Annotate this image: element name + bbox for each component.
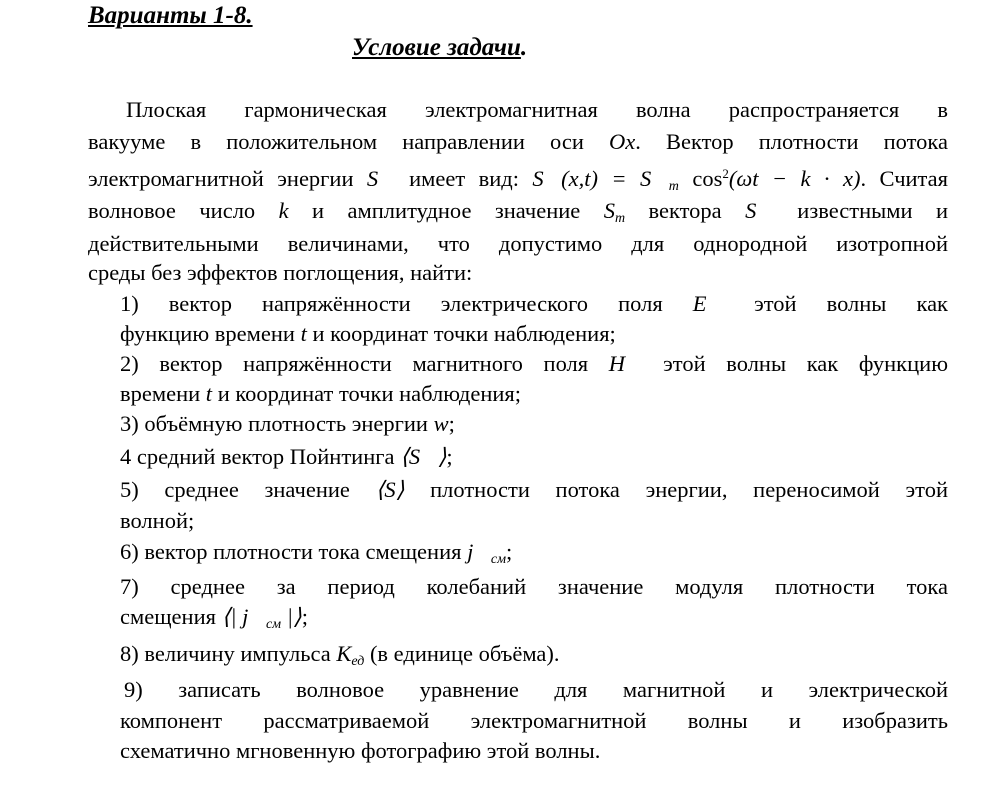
math-symbol: ⟨S⟩ (375, 477, 405, 502)
text-segment: ; (506, 539, 513, 564)
text-line (88, 259, 472, 287)
text-segment: волной; (120, 508, 195, 533)
math-symbol: j⃗ (467, 539, 491, 564)
math-symbol: |⟩ (281, 604, 302, 629)
text-line (126, 96, 948, 124)
math-symbol: H⃗ (608, 351, 643, 376)
text-line (120, 410, 455, 438)
math-symbol: Ox (608, 129, 636, 154)
math-symbol: см (490, 552, 507, 567)
text-segment: 4 средний вектор Пойнтинга (120, 444, 401, 469)
text-line (124, 676, 948, 704)
text-segment: 6) вектор плотности тока смещения (120, 539, 468, 564)
text-line (120, 320, 616, 348)
text-segment: схематично мгновенную фотографию этой волны. (120, 738, 601, 763)
text-line (120, 640, 560, 676)
text-segment: волновое число (88, 198, 279, 223)
math-symbol: 2 (722, 166, 729, 181)
text-segment: времени (120, 381, 206, 406)
text-segment: ; (301, 604, 308, 629)
text-segment: Плоская гармоническая электромагнитная волна распространяется в (126, 97, 948, 122)
text-segment: этой волны как функцию (642, 351, 948, 376)
problem-statement-title: Условие задачи (352, 34, 521, 61)
text-segment: . Считая (860, 166, 948, 191)
text-segment: вектора (625, 198, 746, 223)
text-segment: электромагнитной энергии (88, 166, 367, 191)
math-symbol: ⟨S⃗⟩ (400, 444, 447, 469)
math-symbol: E⃗ (692, 291, 724, 316)
text-line (88, 128, 948, 156)
text-segment: cos (678, 166, 723, 191)
text-segment: имеет вид: (395, 166, 533, 191)
text-segment: 2) вектор напряжённости магнитного поля (120, 351, 609, 376)
text-segment: 9) записать волновое уравнение для магнитной и электрической (124, 677, 948, 702)
math-symbol: S (603, 198, 615, 223)
text-segment: (в единице объёма). (364, 641, 560, 666)
math-symbol: t (205, 381, 213, 406)
text-line (88, 197, 948, 233)
text-line (120, 290, 948, 318)
text-segment: компонент рассматриваемой электромагнитной волны и изобразить (120, 708, 948, 733)
text-segment: плотности потока энергии, переносимой этой (404, 477, 948, 502)
text-segment: среды без эффектов поглощения, найти: (88, 260, 473, 285)
problem-statement-heading (352, 34, 527, 62)
text-segment: и координат точки наблюдения; (306, 321, 616, 346)
text-segment: 7) среднее за период колебаний значение модуля плотности тока (120, 574, 948, 599)
text-line (88, 160, 948, 201)
math-symbol: S⃗ (745, 198, 774, 223)
text-segment: действительными величинами, что допустимо для однородной изотропной (88, 231, 948, 256)
text-line (120, 707, 948, 735)
math-symbol: (ωt − k · x) (728, 166, 861, 191)
math-symbol: S⃗ (366, 166, 396, 191)
text-segment: функцию времени (120, 321, 301, 346)
text-line (120, 476, 948, 504)
math-symbol: m (614, 211, 626, 226)
text-segment: 3) объёмную плотность энергии (120, 411, 434, 436)
math-symbol: S⃗(x,t) = S⃗ (532, 166, 669, 191)
math-symbol: K (336, 641, 352, 666)
math-symbol: k (278, 198, 289, 223)
text-line (120, 603, 308, 639)
text-line (120, 350, 948, 378)
text-segment: . Вектор плотности потока (635, 129, 948, 154)
variants-heading: Варианты 1-8. (88, 2, 253, 29)
text-segment: 8) величину импульса (120, 641, 337, 666)
text-segment: вакууме в положительном направлении оси (88, 129, 609, 154)
math-symbol: t (300, 321, 307, 346)
math-symbol: см (265, 617, 282, 632)
text-line (120, 573, 948, 601)
title-period: . (520, 34, 528, 61)
text-segment: и амплитудное значение (288, 198, 604, 223)
text-segment: ; (448, 411, 455, 436)
math-symbol: m (668, 179, 679, 194)
text-line (120, 737, 600, 765)
text-line (120, 443, 453, 471)
math-symbol: ⟨| j⃗ (221, 604, 266, 629)
text-segment: смещения (120, 604, 222, 629)
text-line (120, 380, 521, 408)
text-line (120, 538, 512, 574)
text-segment: и координат точки наблюдения; (212, 381, 522, 406)
text-segment: этой волны как (724, 291, 948, 316)
text-line (120, 507, 194, 535)
text-segment: ; (446, 444, 453, 469)
text-segment: известными и (773, 198, 948, 223)
text-segment: 5) среднее значение (120, 477, 376, 502)
math-symbol: w (433, 411, 449, 436)
text-line (88, 230, 948, 258)
math-symbol: ед (351, 654, 365, 669)
text-segment: 1) вектор напряжённости электрического поля (120, 291, 693, 316)
